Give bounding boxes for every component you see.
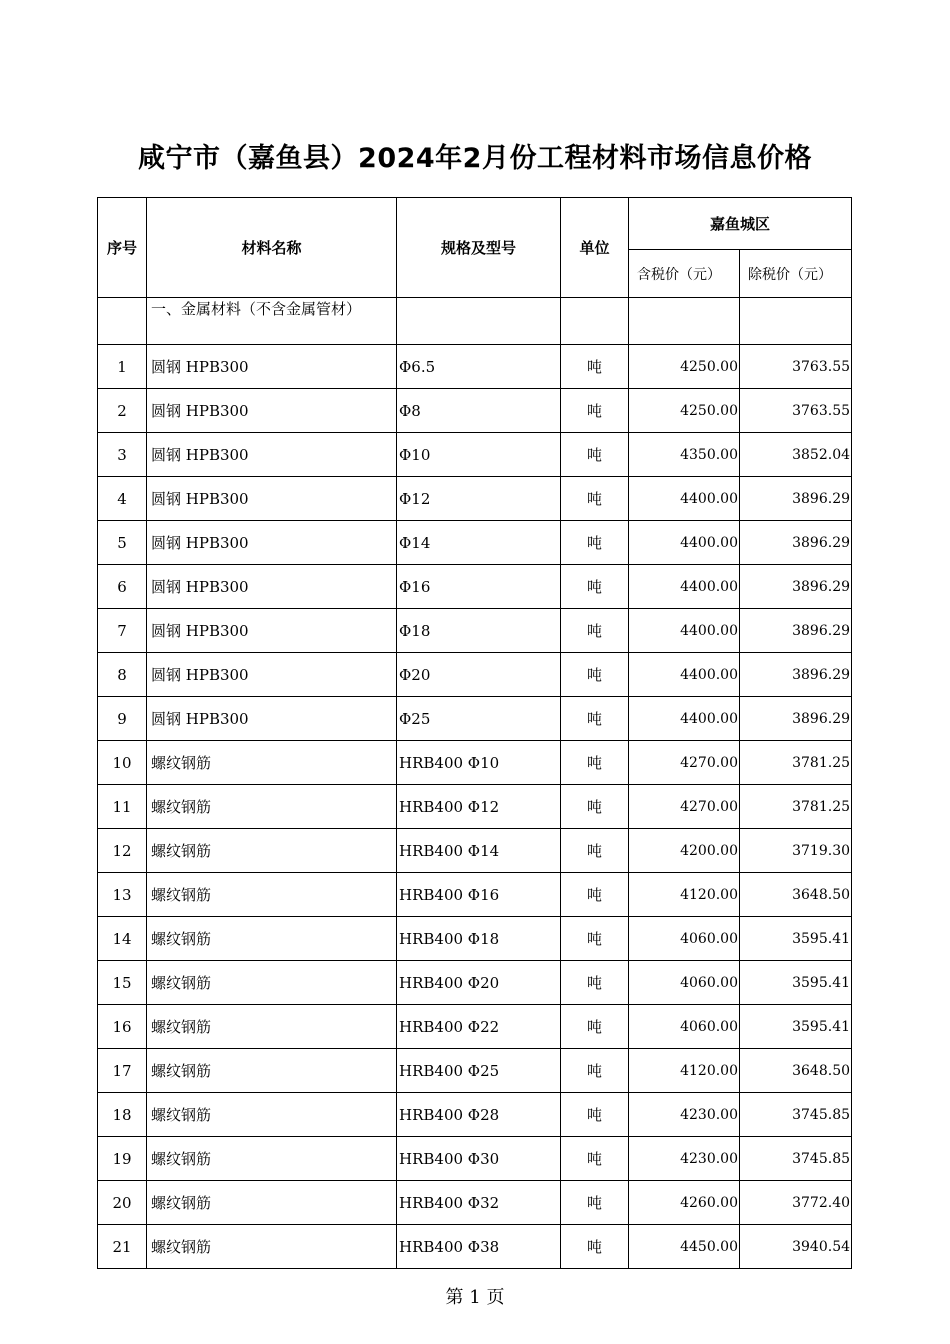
row-price-notax: 3896.29 — [740, 609, 852, 653]
row-spec: HRB400 Φ14 — [397, 829, 561, 873]
row-no: 19 — [98, 1137, 147, 1181]
row-no: 15 — [98, 961, 147, 1005]
table-body — [98, 298, 852, 1269]
table-row — [98, 873, 852, 917]
row-price-notax: 3745.85 — [740, 1093, 852, 1137]
row-price-tax: 4400.00 — [629, 521, 740, 565]
row-price-notax: 3595.41 — [740, 1005, 852, 1049]
row-no: 2 — [98, 389, 147, 433]
table-row — [98, 961, 852, 1005]
row-spec: HRB400 Φ25 — [397, 1049, 561, 1093]
table-row — [98, 477, 852, 521]
row-material-name: 螺纹钢筋 — [147, 1093, 397, 1137]
row-no: 5 — [98, 521, 147, 565]
row-no: 16 — [98, 1005, 147, 1049]
row-price-tax: 4400.00 — [629, 609, 740, 653]
row-no: 8 — [98, 653, 147, 697]
row-spec: Φ25 — [397, 697, 561, 741]
row-material-name: 螺纹钢筋 — [147, 1005, 397, 1049]
row-no: 13 — [98, 873, 147, 917]
table-row — [98, 741, 852, 785]
row-material-name: 圆钢 HPB300 — [147, 521, 397, 565]
section-row — [98, 298, 852, 345]
row-unit: 吨 — [561, 565, 629, 609]
table-row — [98, 433, 852, 477]
table-row — [98, 1049, 852, 1093]
row-no: 14 — [98, 917, 147, 961]
row-price-notax: 3763.55 — [740, 345, 852, 389]
row-price-notax: 3648.50 — [740, 1049, 852, 1093]
row-price-tax: 4270.00 — [629, 741, 740, 785]
row-price-tax: 4120.00 — [629, 1049, 740, 1093]
table-header — [98, 198, 852, 298]
row-price-tax: 4270.00 — [629, 785, 740, 829]
row-price-notax: 3896.29 — [740, 477, 852, 521]
row-unit: 吨 — [561, 961, 629, 1005]
row-material-name: 圆钢 HPB300 — [147, 345, 397, 389]
row-spec: HRB400 Φ18 — [397, 917, 561, 961]
row-price-notax: 3896.29 — [740, 653, 852, 697]
table-row — [98, 521, 852, 565]
row-no: 20 — [98, 1181, 147, 1225]
row-material-name: 圆钢 HPB300 — [147, 609, 397, 653]
row-no: 7 — [98, 609, 147, 653]
row-no: 12 — [98, 829, 147, 873]
row-price-tax: 4250.00 — [629, 345, 740, 389]
row-no: 9 — [98, 697, 147, 741]
row-price-tax: 4230.00 — [629, 1093, 740, 1137]
row-material-name: 圆钢 HPB300 — [147, 653, 397, 697]
row-price-tax: 4060.00 — [629, 961, 740, 1005]
header-name: 材料名称 — [147, 198, 397, 298]
row-unit: 吨 — [561, 1049, 629, 1093]
header-spec: 规格及型号 — [397, 198, 561, 298]
table-row — [98, 1225, 852, 1269]
section-notax — [740, 298, 852, 345]
row-unit: 吨 — [561, 1137, 629, 1181]
row-no: 4 — [98, 477, 147, 521]
row-material-name: 圆钢 HPB300 — [147, 697, 397, 741]
row-material-name: 圆钢 HPB300 — [147, 565, 397, 609]
row-price-tax: 4400.00 — [629, 653, 740, 697]
row-price-tax: 4120.00 — [629, 873, 740, 917]
table-row — [98, 1093, 852, 1137]
row-no: 18 — [98, 1093, 147, 1137]
row-price-notax: 3896.29 — [740, 697, 852, 741]
row-price-notax: 3781.25 — [740, 741, 852, 785]
table-row — [98, 653, 852, 697]
row-price-notax: 3719.30 — [740, 829, 852, 873]
row-no: 1 — [98, 345, 147, 389]
row-spec: Φ12 — [397, 477, 561, 521]
row-price-tax: 4450.00 — [629, 1225, 740, 1269]
row-price-tax: 4260.00 — [629, 1181, 740, 1225]
row-price-notax: 3772.40 — [740, 1181, 852, 1225]
header-price-tax: 含税价（元） — [629, 250, 740, 298]
row-spec: HRB400 Φ28 — [397, 1093, 561, 1137]
row-unit: 吨 — [561, 917, 629, 961]
row-spec: HRB400 Φ12 — [397, 785, 561, 829]
row-price-tax: 4400.00 — [629, 697, 740, 741]
header-price-notax: 除税价（元） — [740, 250, 852, 298]
row-material-name: 圆钢 HPB300 — [147, 477, 397, 521]
row-price-notax: 3745.85 — [740, 1137, 852, 1181]
table-row — [98, 1181, 852, 1225]
header-unit: 单位 — [561, 198, 629, 298]
row-spec: HRB400 Φ32 — [397, 1181, 561, 1225]
row-spec: HRB400 Φ16 — [397, 873, 561, 917]
row-price-notax: 3595.41 — [740, 961, 852, 1005]
row-price-notax: 3595.41 — [740, 917, 852, 961]
table-row — [98, 609, 852, 653]
row-price-tax: 4060.00 — [629, 1005, 740, 1049]
row-no: 3 — [98, 433, 147, 477]
row-unit: 吨 — [561, 653, 629, 697]
row-material-name: 螺纹钢筋 — [147, 1181, 397, 1225]
row-unit: 吨 — [561, 1181, 629, 1225]
row-price-tax: 4400.00 — [629, 565, 740, 609]
row-spec: Φ10 — [397, 433, 561, 477]
row-spec: Φ18 — [397, 609, 561, 653]
table-row — [98, 1137, 852, 1181]
row-price-notax: 3763.55 — [740, 389, 852, 433]
row-unit: 吨 — [561, 1005, 629, 1049]
header-no: 序号 — [98, 198, 147, 298]
row-price-tax: 4230.00 — [629, 1137, 740, 1181]
row-spec: Φ20 — [397, 653, 561, 697]
table-row — [98, 829, 852, 873]
row-unit: 吨 — [561, 389, 629, 433]
row-material-name: 圆钢 HPB300 — [147, 433, 397, 477]
table-row — [98, 389, 852, 433]
row-unit: 吨 — [561, 521, 629, 565]
row-spec: HRB400 Φ22 — [397, 1005, 561, 1049]
row-unit: 吨 — [561, 477, 629, 521]
table-row — [98, 917, 852, 961]
row-material-name: 螺纹钢筋 — [147, 741, 397, 785]
table-row — [98, 345, 852, 389]
row-material-name: 螺纹钢筋 — [147, 917, 397, 961]
row-unit: 吨 — [561, 609, 629, 653]
section-unit — [561, 298, 629, 345]
section-tax — [629, 298, 740, 345]
row-unit: 吨 — [561, 1093, 629, 1137]
row-spec: Φ14 — [397, 521, 561, 565]
section-title: 一、金属材料（不含金属管材） — [147, 298, 397, 345]
page-number: 第 1 页 — [445, 1287, 505, 1308]
row-unit: 吨 — [561, 785, 629, 829]
section-spec — [397, 298, 561, 345]
row-no: 21 — [98, 1225, 147, 1269]
row-no: 17 — [98, 1049, 147, 1093]
row-no: 6 — [98, 565, 147, 609]
row-no: 11 — [98, 785, 147, 829]
row-material-name: 圆钢 HPB300 — [147, 389, 397, 433]
price-table — [97, 197, 852, 1269]
row-price-notax: 3896.29 — [740, 565, 852, 609]
row-unit: 吨 — [561, 829, 629, 873]
header-region: 嘉鱼城区 — [629, 198, 852, 250]
row-price-tax: 4350.00 — [629, 433, 740, 477]
row-price-tax: 4200.00 — [629, 829, 740, 873]
row-spec: Φ8 — [397, 389, 561, 433]
row-no: 10 — [98, 741, 147, 785]
row-spec: HRB400 Φ30 — [397, 1137, 561, 1181]
row-material-name: 螺纹钢筋 — [147, 873, 397, 917]
row-price-notax: 3781.25 — [740, 785, 852, 829]
row-spec: Φ6.5 — [397, 345, 561, 389]
row-spec: Φ16 — [397, 565, 561, 609]
row-unit: 吨 — [561, 433, 629, 477]
row-material-name: 螺纹钢筋 — [147, 785, 397, 829]
row-price-notax: 3852.04 — [740, 433, 852, 477]
row-material-name: 螺纹钢筋 — [147, 1225, 397, 1269]
row-material-name: 螺纹钢筋 — [147, 1137, 397, 1181]
table-row — [98, 565, 852, 609]
row-unit: 吨 — [561, 741, 629, 785]
row-unit: 吨 — [561, 1225, 629, 1269]
row-price-tax: 4250.00 — [629, 389, 740, 433]
row-price-notax: 3648.50 — [740, 873, 852, 917]
row-material-name: 螺纹钢筋 — [147, 1049, 397, 1093]
row-unit: 吨 — [561, 345, 629, 389]
row-price-tax: 4400.00 — [629, 477, 740, 521]
row-price-tax: 4060.00 — [629, 917, 740, 961]
row-price-notax: 3896.29 — [740, 521, 852, 565]
row-unit: 吨 — [561, 697, 629, 741]
page-title: 咸宁市（嘉鱼县）2024年2月份工程材料市场信息价格 — [138, 143, 812, 174]
table-row — [98, 1005, 852, 1049]
row-spec: HRB400 Φ20 — [397, 961, 561, 1005]
row-price-notax: 3940.54 — [740, 1225, 852, 1269]
row-unit: 吨 — [561, 873, 629, 917]
row-spec: HRB400 Φ10 — [397, 741, 561, 785]
table-row — [98, 785, 852, 829]
section-no — [98, 298, 147, 345]
table-row — [98, 697, 852, 741]
row-material-name: 螺纹钢筋 — [147, 829, 397, 873]
row-material-name: 螺纹钢筋 — [147, 961, 397, 1005]
row-spec: HRB400 Φ38 — [397, 1225, 561, 1269]
